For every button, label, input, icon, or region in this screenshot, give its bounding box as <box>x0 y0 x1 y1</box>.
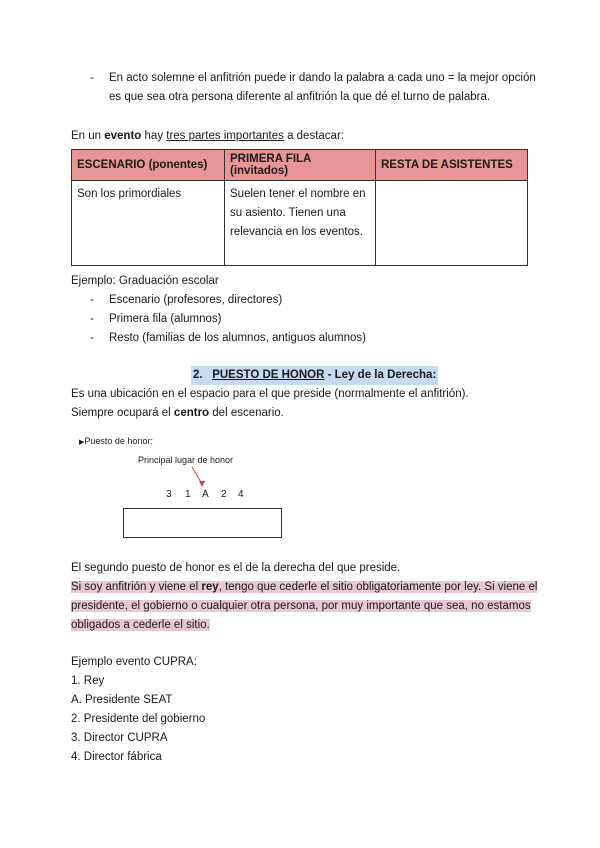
list-item: Primera fila (alumnos) <box>109 313 222 325</box>
list-item: A. Presidente SEAT <box>71 694 173 706</box>
section2-heading: 2. PUESTO DE HONOR - Ley de la Derecha: <box>191 366 438 385</box>
diagram-label: ▶Puesto de honor: <box>79 436 153 446</box>
table-header: ESCENARIO (ponentes) <box>72 150 225 181</box>
list-item: Resto (familias de los alumnos, antiguos alumnos) <box>109 332 366 344</box>
rey-note-line1: Si soy anfitrión y viene el rey, tengo que cederle el sitio obligatoriamente por ley. Si viene el <box>71 581 538 593</box>
seat-label: 1 <box>185 489 191 500</box>
table-cell <box>376 181 528 266</box>
bullet-dash: - <box>90 72 94 84</box>
rey-note-line2: presidente, el gobierno o cualquier otra persona, por muy importante que sea, no estamos <box>71 600 531 612</box>
intro-bullet-line1: En acto solemne el anfitrión puede ir dando la palabra a cada uno = la mejor opción <box>109 72 536 84</box>
table-header-row <box>72 150 528 181</box>
list-item: 4. Director fábrica <box>71 751 162 763</box>
seat-order <box>166 489 244 500</box>
seat-label: A <box>202 489 209 500</box>
second-honor-text: El segundo puesto de honor es el de la derecha del que preside. <box>71 562 401 574</box>
section2-line2: Siempre ocupará el centro del escenario. <box>71 407 284 419</box>
event-intro: En un evento hay tres partes importantes a destacar: <box>71 130 344 142</box>
table-header: PRIMERA FILA (invitados) <box>225 150 376 181</box>
example1-title: Ejemplo: Graduación escolar <box>71 275 219 287</box>
intro-bullet-line2: es que sea otra persona diferente al anfitrión la que dé el turno de palabra. <box>109 91 491 103</box>
bullet-dash: - <box>90 332 94 344</box>
arrow-icon <box>190 465 210 489</box>
rey-note-line3: obligados a cederle el sitio. <box>71 619 210 631</box>
list-item: 2. Presidente del gobierno <box>71 713 206 725</box>
triangle-bullet-icon: ▶ <box>79 439 85 446</box>
table-cell: Son los primordiales <box>72 181 225 266</box>
table-row <box>72 181 528 266</box>
diagram-arrow-label: Principal lugar de honor <box>138 455 234 465</box>
list-item: 1. Rey <box>71 675 105 687</box>
event-parts-table <box>71 149 528 266</box>
seat-label: 3 <box>166 489 172 500</box>
seat-label: 4 <box>238 489 244 500</box>
list-item: 3. Director CUPRA <box>71 732 168 744</box>
list-item: Escenario (profesores, directores) <box>109 294 283 306</box>
example2-title: Ejemplo evento CUPRA: <box>71 656 197 668</box>
table-header: RESTA DE ASISTENTES <box>376 150 528 181</box>
table-cell: Suelen tener el nombre en su asiento. Tienen una relevancia en los eventos. <box>225 181 376 266</box>
bullet-dash: - <box>90 313 94 325</box>
bullet-dash: - <box>90 294 94 306</box>
section2-line1: Es una ubicación en el espacio para el que preside (normalmente el anfitrión). <box>71 388 469 400</box>
stage-box <box>123 508 282 538</box>
seat-label: 2 <box>221 489 227 500</box>
